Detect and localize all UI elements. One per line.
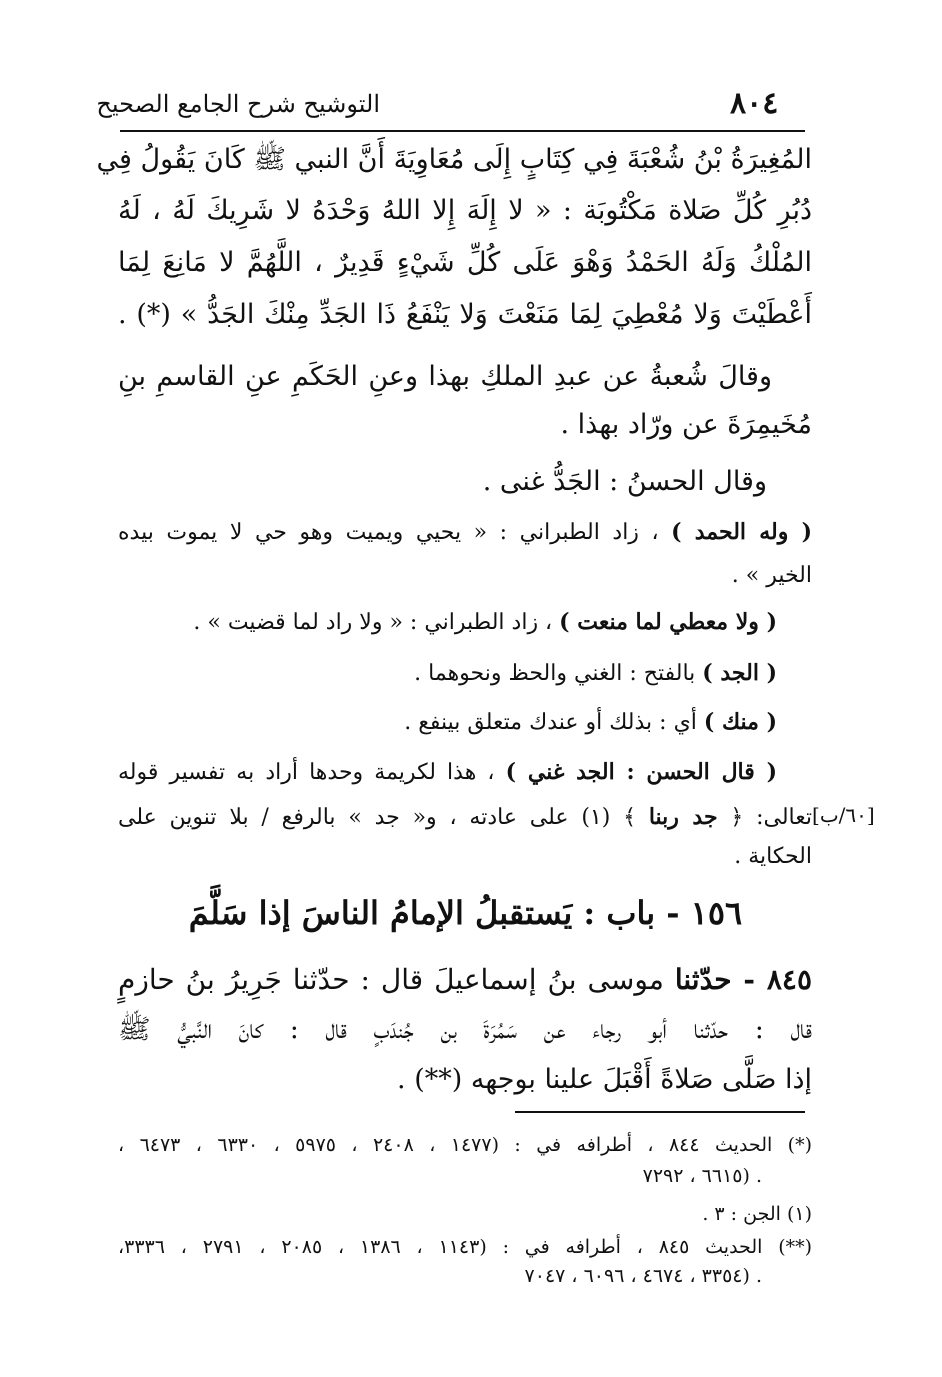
running-title: التوشيح شرح الجامع الصحيح (96, 90, 380, 118)
hadith-text-line-2: دُبُرِ كُلِّ صَلاة مَكْتُوبَة : « لا إِلَهَ إِلا اللهُ وَحْدَهُ لا شَرِيكَ لَهُ ، لَهُ (118, 195, 812, 226)
commentary-term: ( منك ) (703, 709, 777, 735)
footnote-line-5: ٣٣٥٤ ، ٤٦٧٤ ، ٦٠٩٦ ، ٧٠٤٧) . (524, 1265, 762, 1287)
haddathana-word: حدّثنا (674, 963, 732, 996)
hadith-845-line-1 (118, 960, 812, 1000)
commentary-text: أي : بذلك أو عندك متعلق بينفع . (404, 710, 704, 735)
commentary-wa-lahu-line-1 (118, 515, 812, 550)
commentary-text: بالفتح : الغني والحظ ونحوهما . (414, 661, 703, 686)
commentary-minka (404, 705, 777, 740)
footnote-line-2: ٦٦١٥ ، ٧٢٩٢) . (642, 1165, 762, 1187)
commentary-term: ( وله الحمد ) (671, 519, 812, 545)
footnote-line-4: (**) الحديث ٨٤٥ ، أطرافه في : (١١٤٣ ، ١٣٨٦ ، ٢٠٨٥ ، ٢٧٩١ ، ٣٣٣٦، (118, 1236, 813, 1258)
commentary-qal-hasan-line-3: الحكاية . (734, 844, 812, 869)
header-rule (120, 130, 805, 132)
footnote-line-3: (١) الجن : ٣ . (702, 1203, 812, 1225)
commentary-wa-lahu-line-2: الخير » . (731, 563, 812, 588)
hasan-statement: وقال الحسنُ : الجَدُّ غنى . (482, 466, 767, 497)
commentary-text: ، زاد الطبراني : « ولا راد لما قضيت » . (193, 610, 560, 635)
commentary-qal-hasan-line-1 (118, 755, 777, 790)
footnote-line-1: (*) الحديث ٨٤٤ ، أطرافه في : (١٤٧٧ ، ٢٤٠٨ ، ٥٩٧٥ ، ٦٣٣٠ ، ٦٤٧٣ ، (118, 1134, 813, 1156)
hadith-text-line-1: المُغِيرَةُ بْنُ شُعْبَةَ فِي كِتَابٍ إِلَى مُعَاوِيَةَ أَنَّ النبي ﷺ كَانَ يَقُولُ فِي (96, 144, 812, 175)
hadith-text-line-3: المُلْكُ وَلَهُ الحَمْدُ وَهْوَ عَلَى كُلِّ شَيْءٍ قَدِيرٌ ، اللَّهُمَّ لا مَانِعَ لِمَا (118, 247, 812, 278)
commentary-al-jadd (414, 656, 777, 691)
page-number: ٨٠٤ (730, 86, 779, 121)
hadith-text-line-4: أَعْطَيْتَ وَلا مُعْطِيَ لِمَا مَنَعْتَ وَلا يَنْفَعُ ذَا الجَدِّ مِنْكَ الجَدُّ » (*) . (118, 299, 812, 330)
commentary-term: ( الجد ) (702, 660, 777, 686)
margin-manuscript-reference: [٦٠/ب] (812, 803, 875, 827)
commentary-text: ﴾ (١) على عادته ، و« جد » بالرفع / بلا تنوين على (118, 805, 649, 830)
hadith-845-line-3: إذا صَلَّى صَلاةً أَقْبَلَ علينا بوجهه (**) . (397, 1064, 812, 1095)
commentary-wa-la-muti (193, 605, 777, 640)
quran-quote: جد ربنا (648, 804, 718, 830)
hadith-845-line-2: قال : حدّثنا أبو رجاء عن سَمُرَةَ بن جُندَبٍ قال : كانَ النَّبيُّ ﷺ (118, 1014, 812, 1045)
shuba-line-1: وقالَ شُعبةُ عن عبدِ الملكِ بهذا وعنِ الحَكَمِ عنِ القاسمِ بنِ (118, 361, 772, 392)
shuba-line-2: مُخَيمِرَةَ عن ورّاد بهذا . (560, 409, 812, 440)
commentary-term: ( قال الحسن : الجد غني ) (505, 759, 777, 785)
hadith-number: ٨٤٥ - (731, 963, 812, 996)
hadith-text: موسى بنُ إسماعيلَ قال : حدّثنا جَرِيرُ بنُ حازمٍ (118, 963, 675, 996)
commentary-text: ، هذا لكريمة وحدها أراد به تفسير قوله (118, 760, 506, 785)
footnote-rule (515, 1111, 805, 1113)
commentary-qal-hasan-line-2 (118, 800, 812, 835)
chapter-title: ١٥٦ - باب : يَستقبلُ الإمامُ الناسَ إذا سَلَّمَ (188, 894, 743, 932)
commentary-text: تعالى: ﴿ (717, 805, 812, 830)
commentary-text: ، زاد الطبراني : « يحيي ويميت وهو حي لا يموت بيده (118, 520, 672, 545)
commentary-term: ( ولا معطي لما منعت ) (559, 609, 777, 635)
